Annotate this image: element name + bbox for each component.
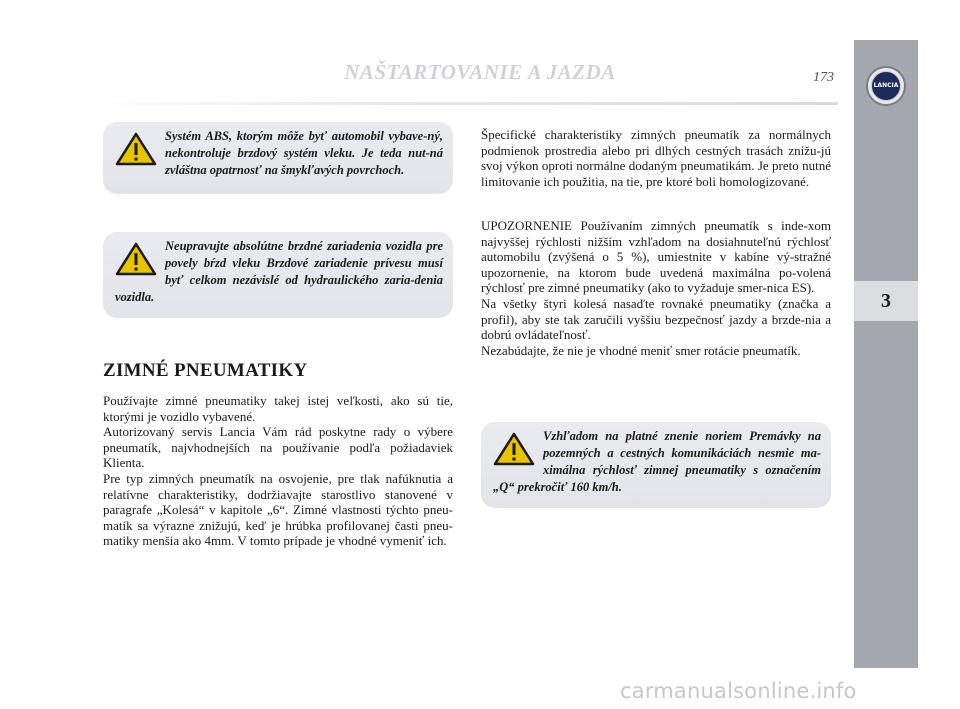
watermark: carmanualsonline.info bbox=[620, 679, 857, 703]
body-paragraph: Pre typ zimných pneumatík na osvojenie, pre tlak nafúknutia a relatívne charakteristiky, dodržiavajte starostlivo stanovené v paragrafe „Kolesá“ v kapitole „6“. Zimné vlastnosti týchto pneu-matík sa výrazne znižujú, keď je hrúbka profilovanej časti pneu-matiky menšia ako 4mm. V tomto prípade je vhodné vymeniť ich. bbox=[103, 470, 453, 549]
page-number: 173 bbox=[813, 70, 834, 85]
warning-triangle-icon bbox=[493, 432, 535, 466]
body-paragraph: Autorizovaný servis Lancia Vám rád poskytne rady o výbere pneumatík, najvhodnejších na používanie podľa požiadaviek Klienta. bbox=[103, 424, 453, 471]
header-rule bbox=[88, 102, 838, 105]
chapter-number: 3 bbox=[854, 281, 918, 321]
warning-triangle-icon bbox=[115, 132, 157, 166]
body-paragraph: UPOZORNENIE Používaním zimných pneumatík s inde-xom najvyššej rýchlosti nižším vzhľadom na dosiahnuteľnú rýchlosť automobilu (zvýšená o 5 %), umiestnite v kabíne vý-stražné upozornenie, na ktorom bude uvedená maximálna po-volená rýchlosť pre zimné pneumatiky (ako to vyžaduje smer-nica ES). bbox=[481, 218, 831, 296]
section-body bbox=[103, 393, 453, 549]
chapter-side-strip bbox=[854, 40, 918, 668]
warning-box-speed-limit bbox=[481, 422, 831, 508]
logo-label: LANCIA bbox=[871, 71, 901, 101]
body-paragraph: Nezabúdajte, že nie je vhodné meniť smer rotácie pneumatík. bbox=[481, 342, 801, 358]
lancia-logo-icon bbox=[866, 66, 906, 106]
warning-box-brakes bbox=[103, 232, 453, 318]
body-paragraph: Špecifické charakteristiky zimných pneumatík za normálnych podmienok prostredia alebo pri dlhých cestných trasách znižu-jú svoj výkon oproti normálne dodaným pneumatikám. Je preto nutné limitovanie ich použitia, na tie, pre ktoré boli homologizované. bbox=[481, 127, 831, 189]
warning-text: Neupravujte absolútne brzdné zariadenia vozidla pre povely bŕzd vleku Brzdové zariadenie prívesu musí byť celkom nezávislé od hydraulického zaria-denia vozidla. bbox=[115, 239, 443, 304]
section-heading: ZIMNÉ PNEUMATIKY bbox=[103, 360, 308, 381]
warning-text: Systém ABS, ktorým môže byť automobil vybave-ný, nekontroluje brzdový systém vleku. Je teda nut-ná zvláštna opatrnosť na šmykľavých povrchoch. bbox=[165, 129, 443, 177]
page-header-title: NAŠTARTOVANIE A JAZDA bbox=[344, 60, 616, 84]
warning-text: Vzhľadom na platné znenie noriem Premávky na pozemných a cestných komunikáciách nesmie ma-ximálna rýchlosť zimnej pneumatiky s označením „Q“ prekročiť 160 km/h. bbox=[493, 429, 821, 494]
warning-triangle-icon bbox=[115, 242, 157, 276]
body-paragraph: Na všetky štyri kolesá nasaďte rovnaké pneumatiky (značka a profil), aby ste tak zaručili vyššiu bezpečnosť jazdy a brzde-nia a dobrú ovládateľnosť. bbox=[481, 295, 831, 343]
right-paragraph-intro bbox=[481, 127, 831, 189]
right-paragraph-notice bbox=[481, 218, 831, 358]
body-paragraph: Používajte zimné pneumatiky takej istej veľkosti, ako sú tie, ktorými je vozidlo vybavené. bbox=[103, 393, 453, 424]
warning-box-abs bbox=[103, 122, 453, 194]
